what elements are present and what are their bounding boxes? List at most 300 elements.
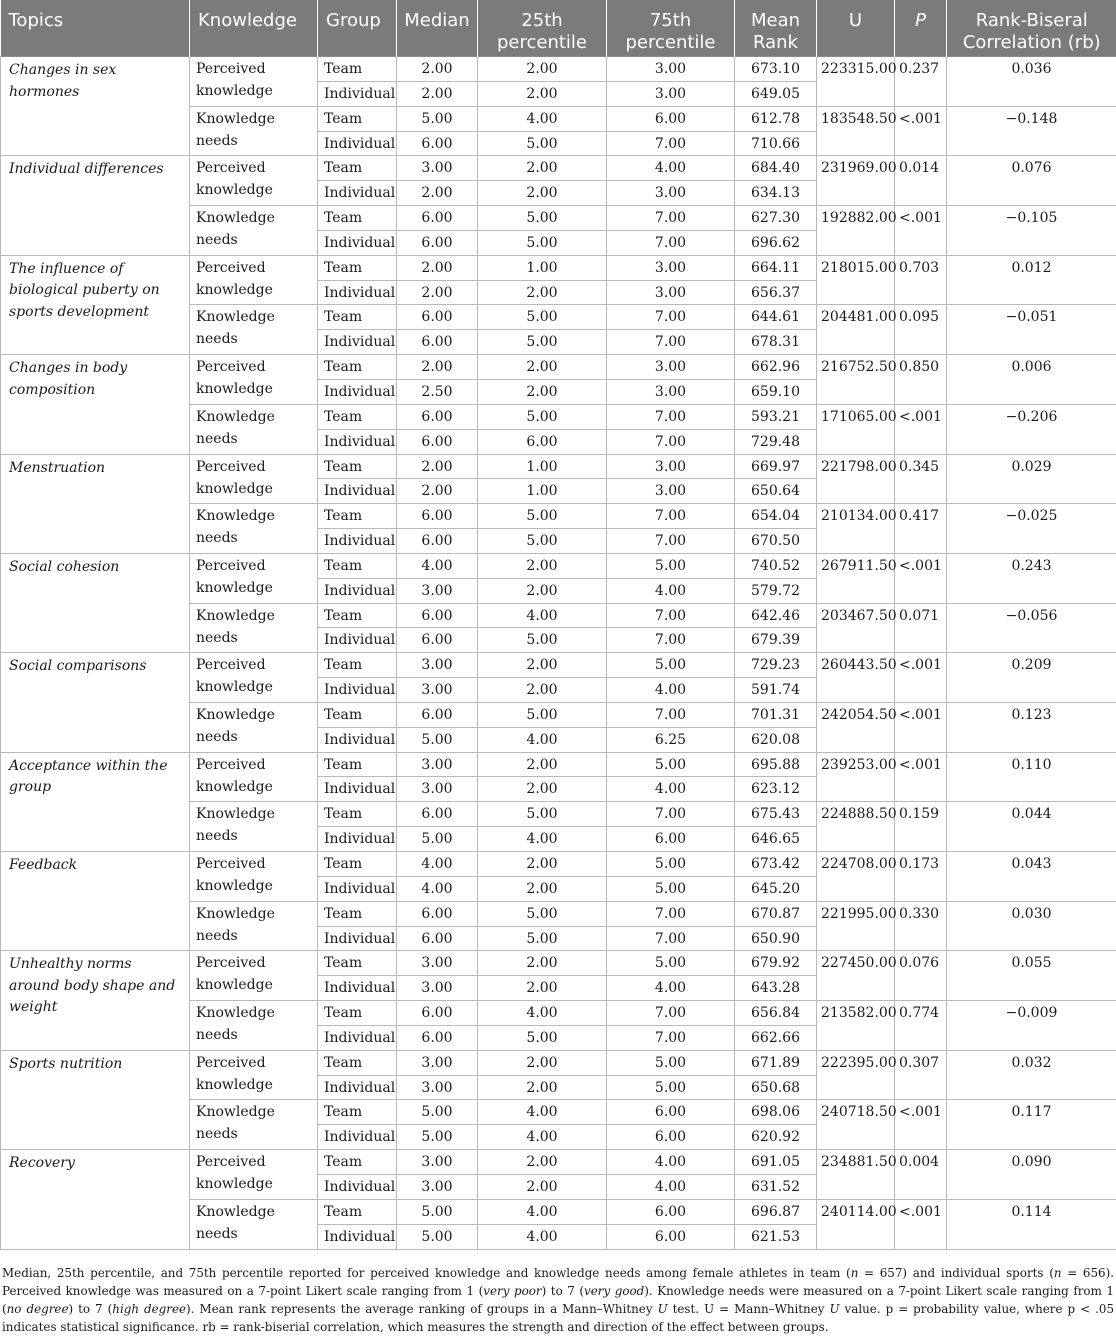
u-value-cell: 260443.50 <box>817 653 895 703</box>
topic-cell: Recovery <box>1 1150 190 1249</box>
median-cell: 5.00 <box>397 1199 478 1224</box>
p-value-cell: <.001 <box>895 206 947 256</box>
median-cell: 3.00 <box>397 951 478 976</box>
p75-cell: 7.00 <box>607 603 735 628</box>
group-cell: Individual <box>318 876 397 901</box>
mean-rank-cell: 684.40 <box>735 156 817 181</box>
group-cell: Team <box>318 553 397 578</box>
rb-value-cell: 0.110 <box>947 752 1116 802</box>
mean-rank-cell: 656.84 <box>735 1001 817 1026</box>
p25-cell: 5.00 <box>478 504 607 529</box>
topic-cell: Changes in body composition <box>1 355 190 454</box>
median-cell: 2.00 <box>397 81 478 106</box>
p75-cell: 7.00 <box>607 230 735 255</box>
knowledge-cell: Knowledge needs <box>190 305 318 355</box>
median-cell: 2.00 <box>397 479 478 504</box>
median-cell: 6.00 <box>397 206 478 231</box>
median-cell: 2.00 <box>397 280 478 305</box>
knowledge-cell: Perceived knowledge <box>190 752 318 802</box>
mean-rank-cell: 659.10 <box>735 379 817 404</box>
p25-cell: 5.00 <box>478 628 607 653</box>
mean-rank-cell: 729.48 <box>735 429 817 454</box>
group-cell: Team <box>318 752 397 777</box>
u-value-cell: 240718.50 <box>817 1100 895 1150</box>
median-cell: 4.00 <box>397 876 478 901</box>
knowledge-cell: Knowledge needs <box>190 901 318 951</box>
median-cell: 5.00 <box>397 727 478 752</box>
rb-value-cell: 0.044 <box>947 802 1116 852</box>
table-footnote: Median, 25th percentile, and 75th percentile reported for perceived knowledge and knowledge needs among female athletes in team (n = 657) and individual sports (n = 656). Perceived knowledge was measured on a 7-point Likert scale ranging from 1 (very poor) to 7 (very good). Knowledge needs were measured on a 7-point Likert scale ranging from 1 (no degree) to 7 (high degree). Mean rank represents the average ranking of groups in a Mann–Whitney U test. U = Mann–Whitney U value. p = probability value, where p < .05 indicates statistical significance. rb = rank-biserial correlation, which measures the strength and direction of the effect between groups. <box>2 1265 1115 1334</box>
p75-cell: 7.00 <box>607 628 735 653</box>
mean-rank-cell: 698.06 <box>735 1100 817 1125</box>
rb-value-cell: 0.243 <box>947 553 1116 603</box>
mean-rank-cell: 670.87 <box>735 901 817 926</box>
p75-cell: 3.00 <box>607 181 735 206</box>
median-cell: 2.00 <box>397 355 478 380</box>
topic-cell: Sports nutrition <box>1 1050 190 1149</box>
rb-value-cell: 0.012 <box>947 255 1116 305</box>
p75-cell: 6.00 <box>607 106 735 131</box>
p-value-cell: 0.307 <box>895 1050 947 1100</box>
group-cell: Team <box>318 404 397 429</box>
knowledge-cell: Knowledge needs <box>190 404 318 454</box>
p75-cell: 5.00 <box>607 1050 735 1075</box>
table-row <box>1 454 1116 479</box>
p75-cell: 3.00 <box>607 355 735 380</box>
knowledge-cell: Knowledge needs <box>190 106 318 156</box>
u-value-cell: 203467.50 <box>817 603 895 653</box>
rb-value-cell: 0.043 <box>947 852 1116 902</box>
knowledge-cell: Knowledge needs <box>190 1199 318 1249</box>
u-value-cell: 239253.00 <box>817 752 895 802</box>
topic-cell: Unhealthy norms around body shape and weight <box>1 951 190 1050</box>
median-cell: 3.00 <box>397 1150 478 1175</box>
mean-rank-cell: 621.53 <box>735 1224 817 1249</box>
group-cell: Individual <box>318 479 397 504</box>
table-row <box>1 156 1116 181</box>
p75-cell: 5.00 <box>607 876 735 901</box>
group-cell: Team <box>318 603 397 628</box>
p25-cell: 2.00 <box>478 156 607 181</box>
median-cell: 6.00 <box>397 926 478 951</box>
median-cell: 3.00 <box>397 1075 478 1100</box>
p25-cell: 5.00 <box>478 330 607 355</box>
p25-cell: 2.00 <box>478 951 607 976</box>
median-cell: 3.00 <box>397 1174 478 1199</box>
mean-rank-cell: 646.65 <box>735 827 817 852</box>
u-value-cell: 183548.50 <box>817 106 895 156</box>
p25-cell: 2.00 <box>478 57 607 82</box>
rb-value-cell: −0.206 <box>947 404 1116 454</box>
p-value-cell: 0.095 <box>895 305 947 355</box>
mean-rank-cell: 579.72 <box>735 578 817 603</box>
p75-cell: 3.00 <box>607 479 735 504</box>
p-value-cell: 0.330 <box>895 901 947 951</box>
mean-rank-cell: 591.74 <box>735 678 817 703</box>
group-cell: Individual <box>318 1125 397 1150</box>
p25-cell: 5.00 <box>478 901 607 926</box>
u-value-cell: 234881.50 <box>817 1150 895 1200</box>
header-25th-percentile: 25th percentile <box>478 0 607 57</box>
p25-cell: 5.00 <box>478 802 607 827</box>
median-cell: 3.00 <box>397 678 478 703</box>
median-cell: 6.00 <box>397 702 478 727</box>
p25-cell: 5.00 <box>478 926 607 951</box>
table-row <box>1 951 1116 976</box>
median-cell: 3.00 <box>397 777 478 802</box>
p75-cell: 6.00 <box>607 1125 735 1150</box>
mean-rank-cell: 627.30 <box>735 206 817 231</box>
p75-cell: 7.00 <box>607 429 735 454</box>
mean-rank-cell: 642.46 <box>735 603 817 628</box>
p75-cell: 6.25 <box>607 727 735 752</box>
rb-value-cell: −0.148 <box>947 106 1116 156</box>
mean-rank-cell: 645.20 <box>735 876 817 901</box>
p75-cell: 7.00 <box>607 702 735 727</box>
median-cell: 6.00 <box>397 802 478 827</box>
p25-cell: 4.00 <box>478 727 607 752</box>
table-body <box>1 57 1116 1250</box>
p75-cell: 5.00 <box>607 1075 735 1100</box>
u-value-cell: 221995.00 <box>817 901 895 951</box>
u-value-cell: 221798.00 <box>817 454 895 504</box>
p25-cell: 4.00 <box>478 827 607 852</box>
mean-rank-cell: 696.87 <box>735 1199 817 1224</box>
mean-rank-cell: 679.39 <box>735 628 817 653</box>
p-value-cell: 0.076 <box>895 951 947 1001</box>
p25-cell: 1.00 <box>478 479 607 504</box>
group-cell: Individual <box>318 727 397 752</box>
group-cell: Individual <box>318 678 397 703</box>
group-cell: Individual <box>318 578 397 603</box>
mean-rank-cell: 662.66 <box>735 1025 817 1050</box>
knowledge-cell: Knowledge needs <box>190 802 318 852</box>
median-cell: 6.00 <box>397 628 478 653</box>
header-group: Group <box>318 0 397 57</box>
u-value-cell: 240114.00 <box>817 1199 895 1249</box>
u-value-cell: 224888.50 <box>817 802 895 852</box>
mean-rank-cell: 612.78 <box>735 106 817 131</box>
p-value-cell: 0.237 <box>895 57 947 107</box>
median-cell: 6.00 <box>397 404 478 429</box>
p75-cell: 7.00 <box>607 131 735 156</box>
rb-value-cell: −0.009 <box>947 1001 1116 1051</box>
p-value-cell: 0.417 <box>895 504 947 554</box>
u-value-cell: 223315.00 <box>817 57 895 107</box>
p25-cell: 4.00 <box>478 1199 607 1224</box>
mean-rank-cell: 643.28 <box>735 976 817 1001</box>
header-p: P <box>895 0 947 57</box>
median-cell: 6.00 <box>397 131 478 156</box>
p-value-cell: 0.850 <box>895 355 947 405</box>
header-75th-percentile: 75th percentile <box>607 0 735 57</box>
p75-cell: 5.00 <box>607 852 735 877</box>
knowledge-cell: Knowledge needs <box>190 702 318 752</box>
median-cell: 2.00 <box>397 255 478 280</box>
group-cell: Team <box>318 1150 397 1175</box>
knowledge-cell: Knowledge needs <box>190 206 318 256</box>
p-value-cell: <.001 <box>895 1100 947 1150</box>
group-cell: Individual <box>318 379 397 404</box>
median-cell: 4.00 <box>397 553 478 578</box>
table-row <box>1 57 1116 82</box>
table-header <box>1 0 1116 57</box>
rb-value-cell: 0.117 <box>947 1100 1116 1150</box>
median-cell: 6.00 <box>397 901 478 926</box>
group-cell: Individual <box>318 81 397 106</box>
p75-cell: 4.00 <box>607 1174 735 1199</box>
table-row <box>1 355 1116 380</box>
median-cell: 6.00 <box>397 230 478 255</box>
median-cell: 3.00 <box>397 653 478 678</box>
p25-cell: 4.00 <box>478 1125 607 1150</box>
mean-rank-cell: 671.89 <box>735 1050 817 1075</box>
knowledge-cell: Perceived knowledge <box>190 156 318 206</box>
group-cell: Team <box>318 1199 397 1224</box>
p25-cell: 4.00 <box>478 603 607 628</box>
p75-cell: 4.00 <box>607 678 735 703</box>
group-cell: Team <box>318 653 397 678</box>
mean-rank-cell: 675.43 <box>735 802 817 827</box>
mean-rank-cell: 620.08 <box>735 727 817 752</box>
knowledge-cell: Knowledge needs <box>190 504 318 554</box>
rb-value-cell: 0.209 <box>947 653 1116 703</box>
p75-cell: 7.00 <box>607 529 735 554</box>
mean-rank-cell: 656.37 <box>735 280 817 305</box>
header-topics: Topics <box>1 0 190 57</box>
group-cell: Individual <box>318 429 397 454</box>
knowledge-cell: Perceived knowledge <box>190 852 318 902</box>
p75-cell: 7.00 <box>607 802 735 827</box>
knowledge-cell: Perceived knowledge <box>190 355 318 405</box>
topic-cell: Individual differences <box>1 156 190 255</box>
u-value-cell: 222395.00 <box>817 1050 895 1100</box>
median-cell: 3.00 <box>397 752 478 777</box>
p25-cell: 2.00 <box>478 181 607 206</box>
p-value-cell: 0.014 <box>895 156 947 206</box>
p75-cell: 4.00 <box>607 1150 735 1175</box>
p-value-cell: <.001 <box>895 653 947 703</box>
mean-rank-cell: 650.90 <box>735 926 817 951</box>
knowledge-cell: Knowledge needs <box>190 1100 318 1150</box>
u-value-cell: 218015.00 <box>817 255 895 305</box>
p75-cell: 6.00 <box>607 1100 735 1125</box>
p-value-cell: 0.774 <box>895 1001 947 1051</box>
rb-value-cell: 0.055 <box>947 951 1116 1001</box>
p75-cell: 3.00 <box>607 81 735 106</box>
median-cell: 6.00 <box>397 1025 478 1050</box>
p75-cell: 7.00 <box>607 1025 735 1050</box>
p25-cell: 5.00 <box>478 206 607 231</box>
p25-cell: 2.00 <box>478 578 607 603</box>
mean-rank-cell: 673.42 <box>735 852 817 877</box>
table-row <box>1 852 1116 877</box>
topic-cell: Changes in sex hormones <box>1 57 190 156</box>
mean-rank-cell: 669.97 <box>735 454 817 479</box>
topic-cell: Social comparisons <box>1 653 190 752</box>
p75-cell: 6.00 <box>607 1199 735 1224</box>
rb-value-cell: −0.025 <box>947 504 1116 554</box>
group-cell: Team <box>318 255 397 280</box>
p75-cell: 5.00 <box>607 553 735 578</box>
u-value-cell: 224708.00 <box>817 852 895 902</box>
group-cell: Team <box>318 1100 397 1125</box>
rb-value-cell: −0.051 <box>947 305 1116 355</box>
header-median: Median <box>397 0 478 57</box>
p25-cell: 5.00 <box>478 305 607 330</box>
mean-rank-cell: 695.88 <box>735 752 817 777</box>
u-value-cell: 192882.00 <box>817 206 895 256</box>
median-cell: 6.00 <box>397 529 478 554</box>
median-cell: 6.00 <box>397 603 478 628</box>
median-cell: 6.00 <box>397 429 478 454</box>
topic-cell: Feedback <box>1 852 190 951</box>
group-cell: Team <box>318 852 397 877</box>
median-cell: 2.00 <box>397 181 478 206</box>
p75-cell: 4.00 <box>607 976 735 1001</box>
p25-cell: 4.00 <box>478 1001 607 1026</box>
mean-rank-cell: 650.68 <box>735 1075 817 1100</box>
p25-cell: 2.00 <box>478 1050 607 1075</box>
u-value-cell: 213582.00 <box>817 1001 895 1051</box>
rb-value-cell: 0.036 <box>947 57 1116 107</box>
p75-cell: 7.00 <box>607 206 735 231</box>
p25-cell: 1.00 <box>478 255 607 280</box>
p75-cell: 5.00 <box>607 951 735 976</box>
median-cell: 4.00 <box>397 852 478 877</box>
group-cell: Individual <box>318 1174 397 1199</box>
p75-cell: 3.00 <box>607 280 735 305</box>
p25-cell: 2.00 <box>478 553 607 578</box>
p-value-cell: <.001 <box>895 404 947 454</box>
group-cell: Team <box>318 901 397 926</box>
topic-cell: Social cohesion <box>1 553 190 652</box>
p25-cell: 5.00 <box>478 529 607 554</box>
median-cell: 5.00 <box>397 1100 478 1125</box>
mean-rank-cell: 650.64 <box>735 479 817 504</box>
p25-cell: 2.00 <box>478 81 607 106</box>
table-row <box>1 255 1116 280</box>
mean-rank-cell: 673.10 <box>735 57 817 82</box>
header-u: U <box>817 0 895 57</box>
p-value-cell: <.001 <box>895 553 947 603</box>
u-value-cell: 204481.00 <box>817 305 895 355</box>
mean-rank-cell: 634.13 <box>735 181 817 206</box>
p25-cell: 5.00 <box>478 1025 607 1050</box>
header-rank-biserial: Rank-Biseral Correlation (rb) <box>947 0 1116 57</box>
group-cell: Team <box>318 454 397 479</box>
knowledge-cell: Perceived knowledge <box>190 553 318 603</box>
p-value-cell: 0.173 <box>895 852 947 902</box>
p25-cell: 2.00 <box>478 876 607 901</box>
group-cell: Individual <box>318 827 397 852</box>
group-cell: Team <box>318 305 397 330</box>
mean-rank-cell: 644.61 <box>735 305 817 330</box>
median-cell: 5.00 <box>397 827 478 852</box>
p-value-cell: 0.004 <box>895 1150 947 1200</box>
p75-cell: 4.00 <box>607 578 735 603</box>
mean-rank-cell: 679.92 <box>735 951 817 976</box>
p75-cell: 3.00 <box>607 379 735 404</box>
u-value-cell: 227450.00 <box>817 951 895 1001</box>
p25-cell: 2.00 <box>478 379 607 404</box>
mean-rank-cell: 649.05 <box>735 81 817 106</box>
knowledge-cell: Perceived knowledge <box>190 454 318 504</box>
p25-cell: 4.00 <box>478 1100 607 1125</box>
p25-cell: 2.00 <box>478 280 607 305</box>
median-cell: 6.00 <box>397 504 478 529</box>
header-mean-rank: Mean Rank <box>735 0 817 57</box>
table-row <box>1 1050 1116 1075</box>
knowledge-cell: Perceived knowledge <box>190 1050 318 1100</box>
group-cell: Team <box>318 106 397 131</box>
mean-rank-cell: 691.05 <box>735 1150 817 1175</box>
mean-rank-cell: 593.21 <box>735 404 817 429</box>
p-value-cell: <.001 <box>895 702 947 752</box>
group-cell: Team <box>318 1050 397 1075</box>
median-cell: 5.00 <box>397 106 478 131</box>
group-cell: Team <box>318 504 397 529</box>
table-row <box>1 1150 1116 1175</box>
p25-cell: 2.00 <box>478 1150 607 1175</box>
p75-cell: 7.00 <box>607 926 735 951</box>
mean-rank-cell: 670.50 <box>735 529 817 554</box>
p75-cell: 7.00 <box>607 901 735 926</box>
p25-cell: 2.00 <box>478 852 607 877</box>
median-cell: 6.00 <box>397 330 478 355</box>
u-value-cell: 171065.00 <box>817 404 895 454</box>
p25-cell: 2.00 <box>478 1075 607 1100</box>
mean-rank-cell: 631.52 <box>735 1174 817 1199</box>
p-value-cell: <.001 <box>895 1199 947 1249</box>
rb-value-cell: 0.076 <box>947 156 1116 206</box>
group-cell: Team <box>318 951 397 976</box>
p25-cell: 6.00 <box>478 429 607 454</box>
mean-rank-cell: 662.96 <box>735 355 817 380</box>
mean-rank-cell: 654.04 <box>735 504 817 529</box>
group-cell: Team <box>318 355 397 380</box>
p75-cell: 4.00 <box>607 156 735 181</box>
median-cell: 2.50 <box>397 379 478 404</box>
group-cell: Team <box>318 802 397 827</box>
p25-cell: 4.00 <box>478 106 607 131</box>
group-cell: Individual <box>318 131 397 156</box>
knowledge-cell: Perceived knowledge <box>190 57 318 107</box>
rb-value-cell: 0.114 <box>947 1199 1116 1249</box>
u-value-cell: 242054.50 <box>817 702 895 752</box>
group-cell: Team <box>318 156 397 181</box>
group-cell: Individual <box>318 777 397 802</box>
median-cell: 6.00 <box>397 305 478 330</box>
p25-cell: 2.00 <box>478 752 607 777</box>
p75-cell: 3.00 <box>607 454 735 479</box>
p75-cell: 6.00 <box>607 1224 735 1249</box>
mean-rank-cell: 678.31 <box>735 330 817 355</box>
p25-cell: 1.00 <box>478 454 607 479</box>
group-cell: Individual <box>318 230 397 255</box>
mean-rank-cell: 696.62 <box>735 230 817 255</box>
p75-cell: 7.00 <box>607 404 735 429</box>
mean-rank-cell: 740.52 <box>735 553 817 578</box>
median-cell: 3.00 <box>397 156 478 181</box>
p75-cell: 3.00 <box>607 57 735 82</box>
p25-cell: 2.00 <box>478 777 607 802</box>
group-cell: Individual <box>318 280 397 305</box>
rb-value-cell: −0.056 <box>947 603 1116 653</box>
group-cell: Team <box>318 1001 397 1026</box>
topic-cell: Acceptance within the group <box>1 752 190 851</box>
p75-cell: 7.00 <box>607 504 735 529</box>
